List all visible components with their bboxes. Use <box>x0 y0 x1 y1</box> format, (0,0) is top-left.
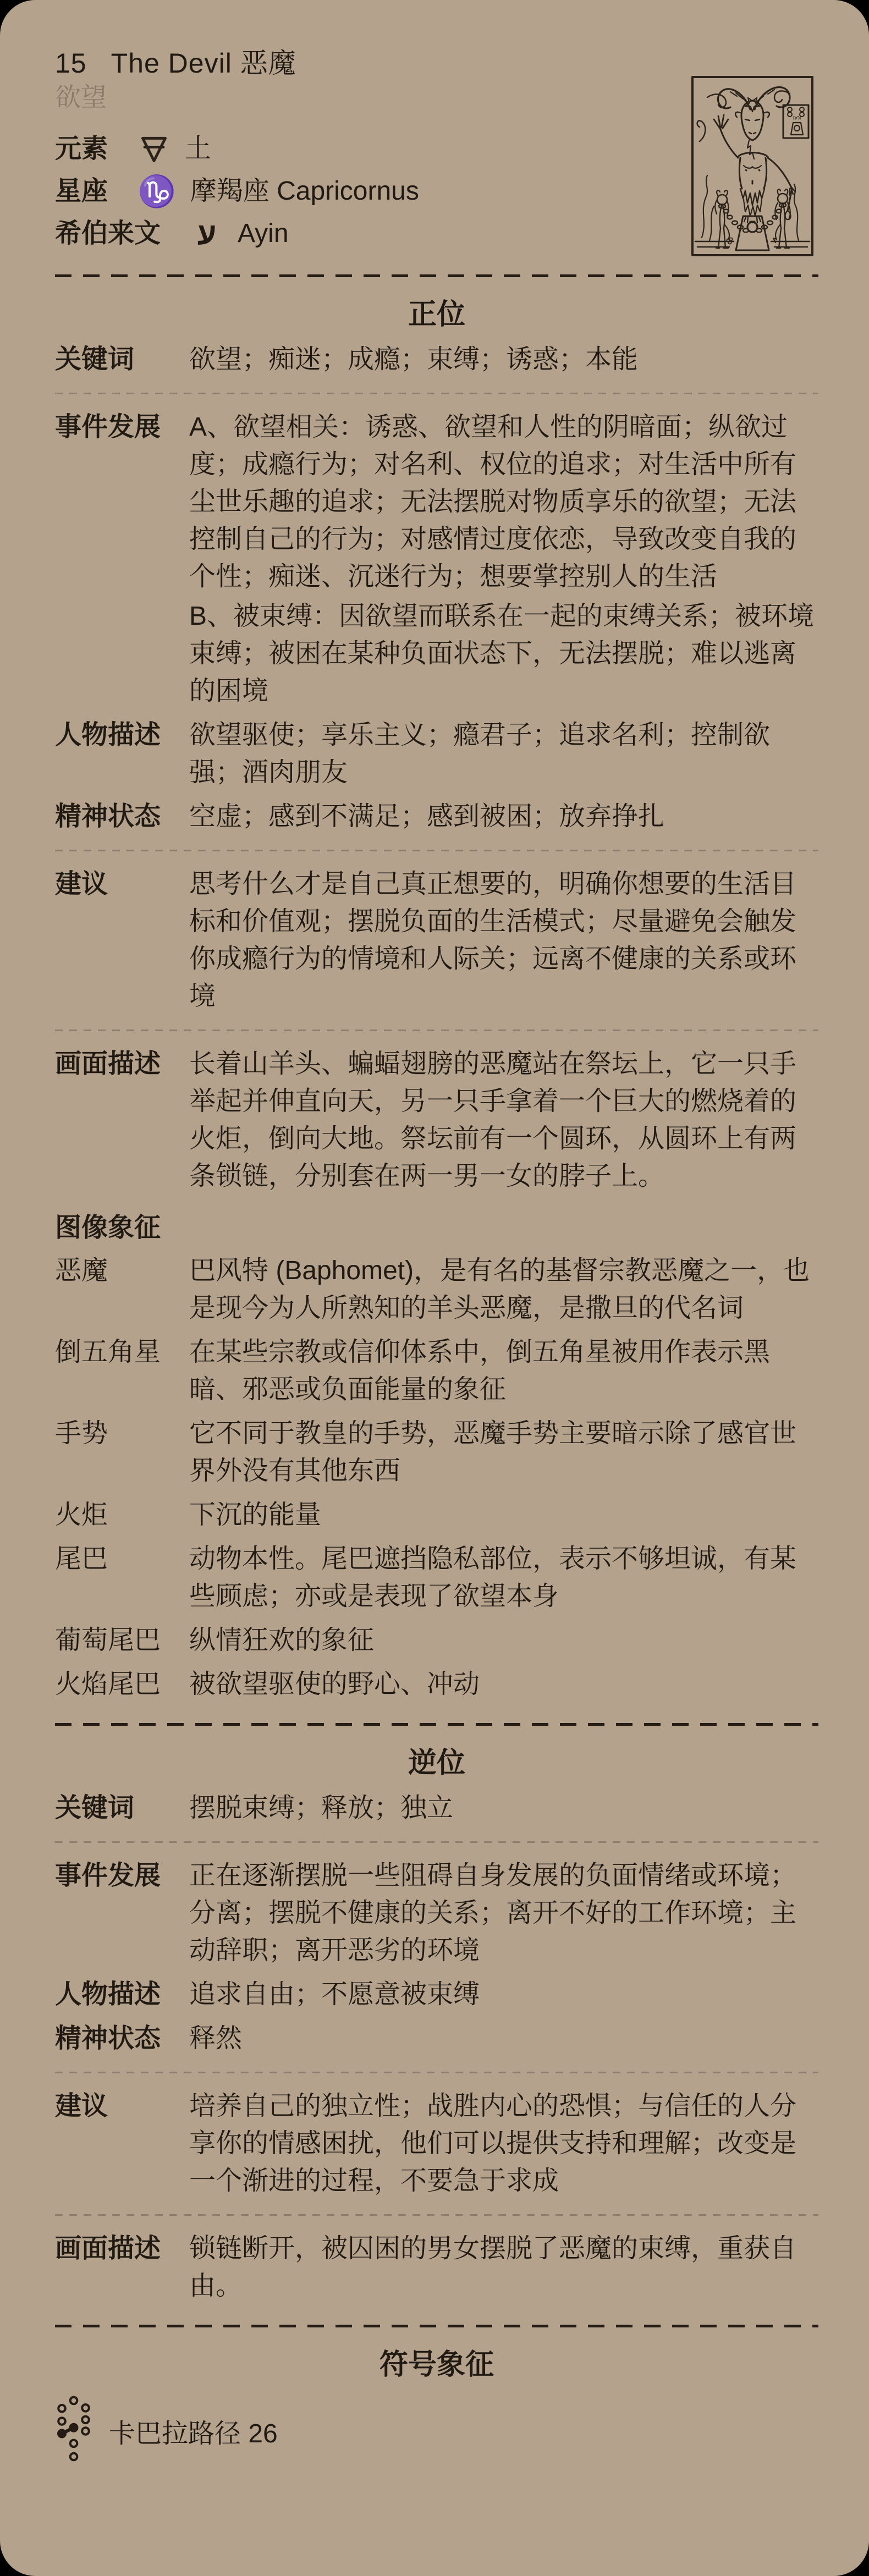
field-value: 锁链断开，被囚困的男女摆脱了恶魔的束缚，重获自由。 <box>189 2234 797 2300</box>
field-label: 关键词 <box>55 1793 135 1823</box>
symbol-row-gesture <box>55 1415 818 1490</box>
row-divider-soft <box>55 393 818 394</box>
symbol-value: 动物本性。尾巴遮挡隐私部位，表示不够坦诚，有某些顾虑；亦或是表现了欲望本身 <box>189 1544 797 1611</box>
field-row-mind <box>55 2020 818 2057</box>
row-divider-soft <box>55 1841 818 1843</box>
field-row-events <box>55 1857 818 1969</box>
field-value: 空虚；感到不满足；感到被困；放弃挣扎 <box>189 802 665 831</box>
field-label: 事件发展 <box>55 412 161 442</box>
field-label: 建议 <box>55 2091 108 2121</box>
hebrew-value: Ayin <box>238 218 289 248</box>
field-label: 精神状态 <box>55 2024 161 2053</box>
zodiac-label: 星座 <box>55 176 108 206</box>
symbol-value: 下沉的能量 <box>189 1500 322 1529</box>
card-title: The Devil 恶魔 <box>111 48 296 79</box>
field-value: 思考什么才是自己真正想要的，明确你想要的生活目标和价值观；摆脱负面的生活模式；尽量避免会触发你成瘾行为的情境和人际关；远离不健康的关系或环境 <box>189 869 797 1011</box>
symbol-row-flame-tail <box>55 1666 818 1703</box>
field-label: 画面描述 <box>55 1049 161 1078</box>
field-row-scene <box>55 1045 818 1195</box>
field-value: 欲望；痴迷；成瘾；束缚；诱惑；本能 <box>189 345 639 374</box>
field-label: 精神状态 <box>55 802 161 831</box>
section-symbols-header: 符号象征 <box>379 2349 494 2381</box>
field-label: 关键词 <box>55 345 135 374</box>
field-value: 长着山羊头、蝙蝠翅膀的恶魔站在祭坛上，它一只手举起并伸直向天，另一只手拿着一个巨大的燃烧着的火炬，倒向大地。祭坛前有一个圆环，从圆环上有两条锁链，分别套在两一男一女的脖子上。 <box>189 1049 797 1191</box>
field-row-scene <box>55 2230 818 2305</box>
zodiac-value: 摩羯座 Capricornus <box>190 176 419 206</box>
element-value: 土 <box>185 134 212 163</box>
field-row-keywords <box>55 1790 818 1827</box>
field-value <box>189 409 818 710</box>
symbol-row-tail <box>55 1540 818 1615</box>
symbol-row-pentagram <box>55 1334 818 1408</box>
symbol-label: 火炬 <box>55 1500 108 1529</box>
field-value: 正在逐渐摆脱一些阻碍自身发展的负面情绪或环境；分离；摆脱不健康的关系；离开不好的工作环境；主动辞职；离开恶劣的环境 <box>189 1861 797 1965</box>
capricorn-icon: ♑ <box>138 173 176 208</box>
symbol-label: 尾巴 <box>55 1544 108 1573</box>
image-symbols-header: 图像象征 <box>55 1213 161 1242</box>
row-divider-soft <box>55 1030 818 1031</box>
symbol-value: 巴风特 (Baphomet)，是有名的基督宗教恶魔之一，也是现今为人所熟知的羊头恶魔，是撒旦的代名词 <box>189 1256 810 1323</box>
field-value: 摆脱束缚；释放；独立 <box>189 1793 454 1823</box>
plaque-text: KAI <box>793 115 801 120</box>
symbol-label: 葡萄尾巴 <box>55 1626 161 1655</box>
field-row-advice <box>55 2088 818 2200</box>
section-reversed-header: 逆位 <box>408 1747 465 1779</box>
symbol-value: 被欲望驱使的野心、冲动 <box>189 1670 480 1699</box>
field-label: 人物描述 <box>55 1980 161 2009</box>
events-paragraph-a: A、欲望相关：诱惑、欲望和人性的阴暗面；纵欲过度；成瘾行为；对名利、权位的追求；对生活中所有尘世乐趣的追求；无法摆脱对物质享乐的欲望；无法控制自己的行为；对感情过度依恋，导致改变自我的个性；痴迷、沉迷行为；想要掌控别人的生活 <box>189 412 797 591</box>
field-row-persona <box>55 717 818 791</box>
field-label: 事件发展 <box>55 1861 161 1890</box>
field-value: 追求自由；不愿意被束缚 <box>189 1980 480 2009</box>
hebrew-label: 希伯来文 <box>55 218 161 248</box>
symbol-label: 火焰尾巴 <box>55 1670 161 1699</box>
card-number: 15 <box>55 48 87 79</box>
field-row-keywords <box>55 341 818 378</box>
field-row-persona <box>55 1976 818 2013</box>
symbol-row-grape-tail <box>55 1622 818 1659</box>
field-row-events <box>55 409 818 710</box>
symbol-value: 它不同于教皇的手势，恶魔手势主要暗示除了感官世界外没有其他东西 <box>189 1419 797 1485</box>
symbol-value: 纵情狂欢的象征 <box>189 1626 375 1655</box>
the-devil-tarot-illustration <box>691 75 814 257</box>
field-value: 欲望驱使；享乐主义；瘾君子；追求名利；控制欲强；酒肉朋友 <box>189 720 771 787</box>
field-label: 画面描述 <box>55 2234 161 2263</box>
row-divider-soft <box>55 2214 818 2216</box>
kabbalah-path-row <box>55 2396 818 2472</box>
symbol-row-torch <box>55 1496 818 1534</box>
symbol-label: 恶魔 <box>55 1256 108 1285</box>
field-row-mind <box>55 798 818 835</box>
section-upright-header: 正位 <box>408 299 465 331</box>
earth-alchemical-icon <box>138 134 170 164</box>
section-divider-strong <box>55 1723 818 1726</box>
tree-of-life-icon <box>55 2396 92 2472</box>
field-value: 培养自己的独立性；战胜内心的恐惧；与信任的人分享你的情感困扰，他们可以提供支持和理解；改变是一个渐进的过程，不要急于求成 <box>189 2091 797 2195</box>
element-label: 元素 <box>55 134 108 163</box>
row-divider-soft <box>55 850 818 851</box>
kabbalah-path-label: 卡巴拉路径 26 <box>109 2419 278 2448</box>
card-subtitle: 欲望 <box>55 82 107 112</box>
field-row-advice <box>55 866 818 1015</box>
symbol-label: 手势 <box>55 1419 108 1448</box>
symbol-value: 在某些宗教或信仰体系中，倒五角星被用作表示黑暗、邪恶或负面能量的象征 <box>189 1337 771 1404</box>
field-value: 释然 <box>189 2024 243 2053</box>
field-label: 人物描述 <box>55 720 161 750</box>
events-paragraph-b: B、被束缚：因欲望而联系在一起的束缚关系；被环境束缚；被困在某种负面状态下，无法摆脱；难以逃离的困境 <box>189 602 815 706</box>
section-divider-strong <box>55 2325 818 2327</box>
section-divider-strong <box>55 274 818 277</box>
symbol-row-devil <box>55 1252 818 1327</box>
ayin-letter-icon: ע <box>197 216 217 251</box>
symbol-label: 倒五角星 <box>55 1337 161 1367</box>
row-divider-soft <box>55 2072 818 2073</box>
field-label: 建议 <box>55 869 108 899</box>
